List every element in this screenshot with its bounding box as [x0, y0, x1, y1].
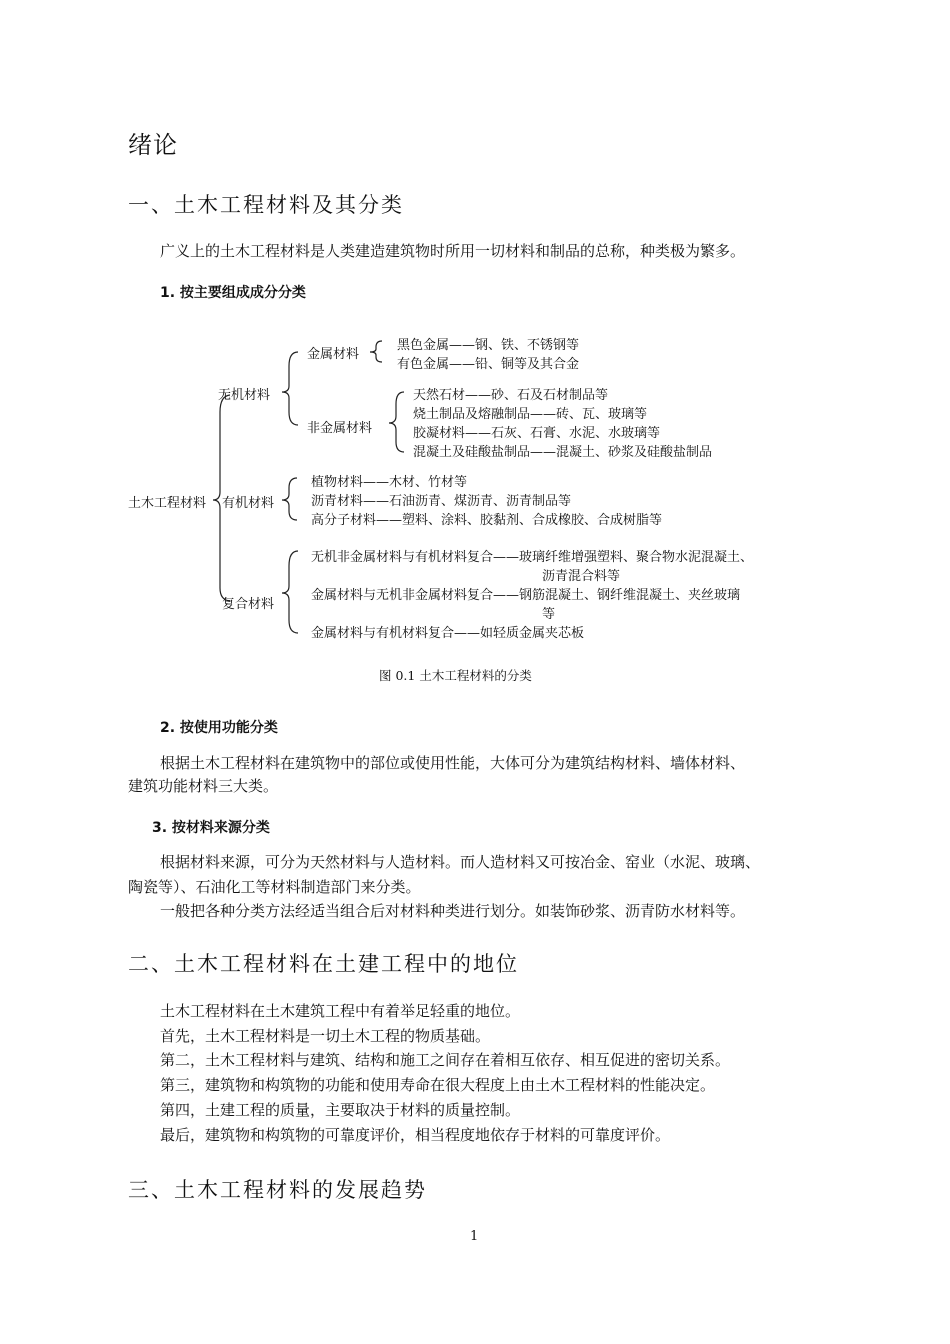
diagram-nonmetal-item: 混凝土及硅酸盐制品——混凝土、砂浆及硅酸盐制品 [413, 445, 713, 460]
inorganic-brace [282, 352, 298, 425]
figure-caption: 图 0.1 土木工程材料的分类 [379, 668, 532, 683]
diagram-composite-label: 复合材料 [222, 597, 275, 612]
metal-brace [370, 341, 382, 362]
diagram-nonmetal-item: 天然石材——砂、石及石材制品等 [413, 388, 609, 403]
diagram-composite-item: 金属材料与无机非金属材料复合——钢筋混凝土、钢纤维混凝土、夹丝玻璃 [311, 588, 741, 603]
diagram-organic-label: 有机材料 [222, 496, 275, 511]
section-1-intro: 广义上的土木工程材料是人类建造建筑物时所用一切材料和制品的总称，种类极为繁多。 [160, 242, 746, 260]
diagram-metal-item: 有色金属——铅、铜等及其合金 [397, 357, 580, 372]
diagram-organic-item: 沥青材料——石油沥青、煤沥青、沥青制品等 [311, 494, 572, 509]
diagram-metal-label: 金属材料 [307, 347, 360, 362]
section-3-title: 三、土木工程材料的发展趋势 [128, 1178, 427, 1202]
subsection-3-text-cont: 陶瓷等）、石油化工等材料制造部门来分类。 [128, 878, 421, 896]
subsection-3-title: 3. 按材料来源分类 [152, 820, 270, 836]
subsection-1-title: 1. 按主要组成成分分类 [160, 285, 306, 301]
section-1-title: 一、土木工程材料及其分类 [128, 193, 404, 217]
diagram-composite-item: 金属材料与有机材料复合——如轻质金属夹芯板 [311, 626, 585, 641]
organic-brace [282, 478, 297, 520]
diagram-nonmetal-item: 胶凝材料——石灰、石膏、水泥、水玻璃等 [413, 426, 661, 441]
section-2-title: 二、土木工程材料在土建工程中的地位 [128, 952, 519, 976]
diagram-nonmetal-label: 非金属材料 [307, 421, 373, 436]
subsection-3-text-2: 一般把各种分类方法经适当组合后对材料种类进行划分。如装饰砂浆、沥青防水材料等。 [160, 902, 746, 920]
diagram-composite-item: 无机非金属材料与有机材料复合——玻璃纤维增强塑料、聚合物水泥混凝土、 [311, 550, 754, 565]
diagram-metal-item: 黑色金属——钢、铁、不锈钢等 [397, 338, 580, 353]
diagram-inorganic-label: 无机材料 [218, 388, 271, 403]
section-2-paragraph: 第二，土木工程材料与建筑、结构和施工之间存在着相互依存、相互促进的密切关系。 [160, 1051, 731, 1069]
subsection-2-text-cont: 建筑功能材料三大类。 [128, 777, 279, 795]
section-2-paragraph: 最后，建筑物和构筑物的可靠度评价，相当程度地依存于材料的可靠度评价。 [160, 1126, 671, 1144]
section-2-paragraph: 第三，建筑物和构筑物的功能和使用寿命在很大程度上由土木工程材料的性能决定。 [160, 1076, 716, 1094]
chapter-title: 绪论 [128, 131, 178, 159]
diagram-root-label: 土木工程材料 [128, 496, 207, 511]
subsection-2-text: 根据土木工程材料在建筑物中的部位或使用性能，大体可分为建筑结构材料、墙体材料、 [160, 754, 746, 772]
diagram-composite-item-cont: 等 [542, 607, 556, 622]
subsection-2-title: 2. 按使用功能分类 [160, 720, 278, 736]
composite-brace [282, 551, 298, 633]
section-2-paragraph: 首先，土木工程材料是一切土木工程的物质基础。 [160, 1027, 491, 1045]
section-2-paragraph: 第四，土建工程的质量，主要取决于材料的质量控制。 [160, 1101, 521, 1119]
nonmetal-brace [389, 392, 404, 452]
diagram-nonmetal-item: 烧土制品及熔融制品——砖、瓦、玻璃等 [413, 407, 648, 422]
diagram-composite-item-cont: 沥青混合料等 [542, 569, 621, 584]
page-number: 1 [470, 1229, 479, 1244]
section-2-paragraph: 土木工程材料在土木建筑工程中有着举足轻重的地位。 [160, 1002, 521, 1020]
subsection-3-text: 根据材料来源，可分为天然材料与人造材料。而人造材料又可按冶金、窑业（水泥、玻璃、 [160, 853, 761, 871]
diagram-organic-item: 高分子材料——塑料、涂料、胶黏剂、合成橡胶、合成树脂等 [311, 513, 663, 528]
diagram-organic-item: 植物材料——木材、竹材等 [311, 475, 468, 490]
